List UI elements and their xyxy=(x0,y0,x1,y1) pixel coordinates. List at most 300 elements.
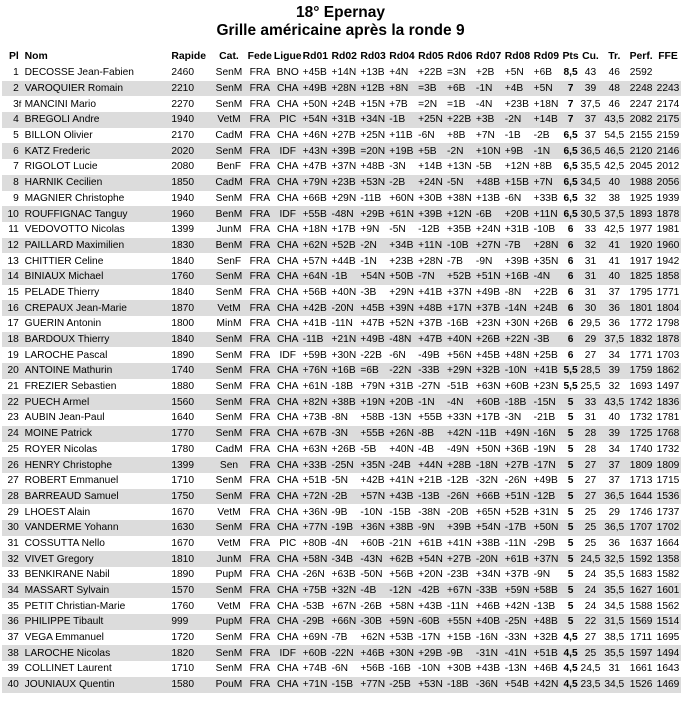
player-name-cell: CHITTIER Celine xyxy=(24,255,104,267)
round-02-cell: +30N xyxy=(331,349,357,361)
rapid-rating-cell: 1840 xyxy=(171,255,194,267)
round-03-cell: +57N xyxy=(360,489,389,505)
table-row xyxy=(2,332,681,348)
table-row xyxy=(2,598,681,614)
performance-cell: 1526 xyxy=(627,677,655,693)
tiebreak-cell: 40 xyxy=(601,269,627,285)
round-02-cell: -15B xyxy=(332,677,361,693)
category-cell: BenM xyxy=(211,206,247,222)
round-06-cell: +30B xyxy=(447,663,472,675)
round-04-cell: -5N xyxy=(389,224,406,236)
tiebreak-cell: 40 xyxy=(608,412,620,424)
tiebreak-cell: 37 xyxy=(608,286,620,298)
ffe-rating-cell: 1715 xyxy=(656,475,680,487)
round-05-cell: -1N xyxy=(418,394,447,410)
ffe-rating-cell xyxy=(655,65,681,81)
round-09-cell: +14B xyxy=(534,112,562,128)
round-02-cell: +31B xyxy=(332,112,361,128)
round-05-cell: +55B xyxy=(418,412,443,424)
category-cell: VetM xyxy=(211,112,247,128)
tournament-title: 18° Epernay xyxy=(296,4,385,21)
round-05-cell: +39B xyxy=(418,206,447,222)
place-cell: 1 xyxy=(13,67,19,79)
round-07-cell: +54N xyxy=(476,520,505,536)
round-02-cell: +17B xyxy=(331,224,356,236)
round-01-cell: +79N xyxy=(303,175,332,191)
table-row xyxy=(2,128,681,144)
round-04-cell: +53B xyxy=(389,632,414,644)
round-01-cell: +67B xyxy=(303,426,332,442)
round-09-cell: +33B xyxy=(533,192,558,204)
cumulative-cell: 33 xyxy=(580,394,602,410)
round-04-cell: -16B xyxy=(389,663,411,675)
place-cell: 16 xyxy=(2,300,19,316)
round-03-cell: +13B xyxy=(360,67,385,79)
league-cell: CHA xyxy=(276,600,299,612)
player-name-cell: KATZ Frederic xyxy=(25,143,172,159)
performance-cell: 1825 xyxy=(627,269,655,285)
round-09-cell: -16N xyxy=(534,426,562,442)
performance-cell: 1597 xyxy=(627,645,655,661)
round-01-cell: +36N xyxy=(302,506,328,518)
federation-cell: FRA xyxy=(247,583,273,599)
league-cell: CHA xyxy=(276,569,299,581)
cumulative-cell: 28 xyxy=(584,443,597,455)
table-row xyxy=(2,504,681,520)
round-01-cell: +45B xyxy=(302,67,327,79)
ffe-rating-cell: 1981 xyxy=(656,224,680,236)
round-06-cell: +22B xyxy=(447,112,476,128)
round-01-cell: +77N xyxy=(303,520,332,536)
round-04-cell: +34B xyxy=(389,238,418,254)
round-08-cell: -14N xyxy=(505,300,534,316)
round-01-cell: -29B xyxy=(303,614,332,630)
round-06-cell: -11N xyxy=(447,600,469,612)
rapid-rating-cell: 1770 xyxy=(171,426,211,442)
points-cell: 6,5 xyxy=(563,130,578,142)
cumulative-cell: 27 xyxy=(580,489,602,505)
table-row xyxy=(2,567,681,583)
round-01-cell: -26N xyxy=(302,569,325,581)
player-name-cell: GUERIN Antonin xyxy=(24,318,102,330)
rapid-rating-cell: 2210 xyxy=(171,81,211,97)
round-01-cell: +57N xyxy=(302,255,328,267)
table-row xyxy=(2,96,681,112)
round-05-cell: +29B xyxy=(418,645,447,661)
place-cell: 5 xyxy=(13,130,19,142)
ffe-rating-cell: 1703 xyxy=(656,349,680,361)
performance-cell: 1707 xyxy=(627,520,655,536)
table-row xyxy=(2,222,681,238)
tiebreak-cell: 41 xyxy=(601,238,627,254)
round-01-cell: +74B xyxy=(302,663,327,675)
round-09-cell: +28N xyxy=(534,238,562,254)
round-03-cell: +62N xyxy=(360,632,386,644)
table-row xyxy=(2,630,681,646)
tiebreak-cell: 37,5 xyxy=(601,332,627,348)
round-09-cell: -19N xyxy=(533,443,556,455)
round-01-cell: +59B xyxy=(302,349,327,361)
league-cell: CHA xyxy=(276,192,299,204)
round-02-cell: -7B xyxy=(331,632,348,644)
tiebreak-cell: 42,5 xyxy=(604,161,625,173)
federation-cell: FRA xyxy=(247,677,273,693)
federation-cell: FRA xyxy=(247,457,273,473)
ffe-rating-cell: 1858 xyxy=(655,269,681,285)
round-06-cell: +8B xyxy=(447,130,466,142)
round-09-cell: +11N xyxy=(534,206,562,222)
header-ligue: Ligue xyxy=(273,51,302,62)
place-cell: 15 xyxy=(7,286,19,298)
round-07-cell: -11B xyxy=(476,426,505,442)
ffe-rating-cell: 1809 xyxy=(655,457,681,473)
category-cell: CadM xyxy=(211,175,247,191)
cumulative-cell: 31 xyxy=(584,255,597,267)
tiebreak-cell: 35,5 xyxy=(601,583,627,599)
federation-cell: FRA xyxy=(247,551,273,567)
round-06-cell: +13N xyxy=(447,161,472,173)
round-09-cell: -12B xyxy=(534,489,562,505)
cumulative-cell: 24 xyxy=(580,583,602,599)
round-09-cell: +6B xyxy=(533,67,553,79)
round-05-cell: +20N xyxy=(418,569,443,581)
round-04-cell: +26N xyxy=(389,426,418,442)
round-07-cell: +60B xyxy=(476,394,505,410)
round-01-cell: +47B xyxy=(302,161,327,173)
round-06-cell: +15B xyxy=(447,632,472,644)
round-09-cell: +46B xyxy=(533,663,558,675)
round-01-cell: +64N xyxy=(303,269,332,285)
points-cell: 4,5 xyxy=(563,663,578,675)
points-cell: 4,5 xyxy=(562,645,580,661)
ffe-rating-cell: 1878 xyxy=(655,332,681,348)
player-name-cell: VANDERME Yohann xyxy=(25,520,172,536)
round-04-cell: -22N xyxy=(389,363,418,379)
round-04-cell: +19B xyxy=(389,143,418,159)
round-02-cell: -6N xyxy=(331,663,348,675)
round-01-cell: +69N xyxy=(302,632,328,644)
round-01-cell: +82N xyxy=(303,394,332,410)
league-cell: IDF xyxy=(279,349,296,361)
federation-cell: FRA xyxy=(247,206,273,222)
round-07-cell: -4N xyxy=(475,98,493,110)
cumulative-cell: 37,5 xyxy=(580,98,601,110)
federation-cell: FRA xyxy=(249,161,270,173)
rapid-rating-cell: 2170 xyxy=(171,130,194,142)
round-08-cell: -7B xyxy=(505,238,534,254)
ffe-rating-cell: 2056 xyxy=(655,175,681,191)
round-07-cell: +50N xyxy=(475,443,501,455)
round-03-cell: +53N xyxy=(360,175,389,191)
ffe-rating-cell: 1497 xyxy=(656,381,680,393)
round-05-cell: +25N xyxy=(418,112,447,128)
rapid-rating-cell: 1960 xyxy=(171,206,211,222)
federation-cell: FRA xyxy=(247,175,273,191)
place-cell: 4 xyxy=(2,112,19,128)
round-08-cell: +16B xyxy=(505,269,534,285)
table-row xyxy=(2,316,681,332)
cumulative-cell: 25,5 xyxy=(580,381,601,393)
round-08-cell: -10N xyxy=(505,363,534,379)
category-cell: SenM xyxy=(211,645,247,661)
league-cell: CHA xyxy=(273,238,303,254)
round-05-cell: +21B xyxy=(418,475,443,487)
performance-cell: 2248 xyxy=(627,81,655,97)
tiebreak-cell: 36,5 xyxy=(601,489,627,505)
rapid-rating-cell: 1710 xyxy=(171,663,194,675)
rapid-rating-cell: 1760 xyxy=(171,269,211,285)
round-08-cell: +49N xyxy=(505,426,534,442)
rapid-rating-cell: 1800 xyxy=(171,318,194,330)
performance-cell: 1801 xyxy=(627,300,655,316)
round-09-cell: -10B xyxy=(533,224,556,236)
place-cell: 20 xyxy=(2,363,19,379)
cumulative-cell: 37 xyxy=(580,112,602,128)
place-cell: 7 xyxy=(13,161,19,173)
round-02-cell: +26B xyxy=(331,443,356,455)
points-cell: 5 xyxy=(562,583,580,599)
player-name-cell: PELADE Thierry xyxy=(24,286,100,298)
round-08-cell: -3N xyxy=(504,412,522,424)
category-cell: SenM xyxy=(211,332,247,348)
league-cell: CHA xyxy=(273,175,303,191)
round-03-cell: +45B xyxy=(360,300,389,316)
tiebreak-cell: 37,5 xyxy=(601,206,627,222)
points-cell: 5 xyxy=(567,506,574,518)
table-row xyxy=(2,457,681,473)
tiebreak-cell: 38 xyxy=(608,192,620,204)
points-cell: 6 xyxy=(562,269,580,285)
round-08-cell: +31B xyxy=(504,224,529,236)
round-04-cell: +38B xyxy=(389,520,418,536)
tiebreak-cell: 41 xyxy=(608,255,620,267)
round-09-cell: +58B xyxy=(534,583,562,599)
round-03-cell: +48B xyxy=(360,161,385,173)
points-cell: 5 xyxy=(562,457,580,473)
player-name-cell: BARREAUD Samuel xyxy=(25,489,172,505)
league-cell: CHA xyxy=(276,632,299,644)
performance-cell: 2045 xyxy=(629,161,653,173)
round-05-cell: -6N xyxy=(418,130,435,142)
federation-cell: FRA xyxy=(247,143,273,159)
tiebreak-cell: 46,5 xyxy=(601,143,627,159)
place-cell: 40 xyxy=(2,677,19,693)
round-06-cell: -20B xyxy=(447,506,469,518)
category-cell: SenM xyxy=(215,381,243,393)
round-08-cell: -17B xyxy=(505,520,534,536)
rapid-rating-cell: 1740 xyxy=(171,363,211,379)
round-01-cell: -11B xyxy=(303,332,332,348)
rapid-rating-cell: 1399 xyxy=(171,457,211,473)
tiebreak-cell: 39 xyxy=(601,426,627,442)
category-cell: PupM xyxy=(215,569,243,581)
round-02-cell: +28N xyxy=(332,81,361,97)
table-row xyxy=(2,81,681,97)
round-03-cell: +79N xyxy=(360,381,386,393)
round-07-cell: +63N xyxy=(475,381,501,393)
tiebreak-cell: 29 xyxy=(608,506,620,518)
league-cell: CHA xyxy=(273,394,303,410)
round-06-cell: -5N xyxy=(447,175,476,191)
round-06-cell: +6B xyxy=(447,81,476,97)
round-06-cell: -51B xyxy=(447,381,469,393)
cumulative-cell: 37 xyxy=(584,130,597,142)
performance-cell: 1725 xyxy=(627,426,655,442)
league-cell: IDF xyxy=(273,206,303,222)
table-row xyxy=(2,300,681,316)
table-row xyxy=(2,442,681,458)
round-09-cell: -4N xyxy=(534,269,562,285)
federation-cell: FRA xyxy=(247,238,273,254)
performance-cell: 1683 xyxy=(629,569,653,581)
points-cell: 7 xyxy=(562,81,580,97)
round-08-cell: +5N xyxy=(504,67,524,79)
rapid-rating-cell: 1760 xyxy=(171,600,194,612)
category-cell: SenM xyxy=(215,286,243,298)
table-row xyxy=(2,159,681,175)
round-08-cell: -11N xyxy=(504,537,527,549)
round-09-cell: -2B xyxy=(533,130,550,142)
round-09-cell: +26B xyxy=(533,318,558,330)
category-cell: SenM xyxy=(215,412,243,424)
league-cell: CHA xyxy=(276,381,299,393)
round-08-cell: -6N xyxy=(504,192,522,204)
round-05-cell: +5B xyxy=(418,143,447,159)
round-04-cell: +7B xyxy=(389,98,408,110)
category-cell: SenM xyxy=(211,489,247,505)
table-row xyxy=(2,347,681,363)
round-01-cell: +63N xyxy=(302,443,328,455)
place-cell: 29 xyxy=(7,506,19,518)
place-cell: 33 xyxy=(7,569,19,581)
flag-cell: f xyxy=(18,98,22,109)
place-cell: 27 xyxy=(7,475,19,487)
round-05-cell: -60B xyxy=(418,614,447,630)
league-cell: CHA xyxy=(273,332,303,348)
round-02-cell: -11N xyxy=(331,318,353,330)
rapid-rating-cell: 2020 xyxy=(171,143,211,159)
round-03-cell: +47B xyxy=(360,318,385,330)
cumulative-cell: 27 xyxy=(584,632,597,644)
cumulative-cell: 25 xyxy=(580,520,602,536)
round-04-cell: +23B xyxy=(389,255,414,267)
place-cell: 22 xyxy=(2,394,19,410)
tiebreak-cell: 34 xyxy=(608,443,620,455)
round-06-cell: +37N xyxy=(447,286,472,298)
round-03-cell: -43N xyxy=(360,551,389,567)
performance-cell: 1988 xyxy=(627,175,655,191)
tiebreak-cell: 35,5 xyxy=(604,569,625,581)
round-07-cell: +23N xyxy=(475,318,501,330)
performance-cell: 2120 xyxy=(627,143,655,159)
round-02-cell: +40N xyxy=(331,286,357,298)
round-04-cell: +11B xyxy=(389,130,413,142)
round-02-cell: +37N xyxy=(331,161,357,173)
header-rd03: Rd03 xyxy=(360,51,386,62)
place-cell: 23 xyxy=(7,412,19,424)
category-cell: BenF xyxy=(216,161,242,173)
round-04-cell: +8N xyxy=(389,81,418,97)
category-cell: CadM xyxy=(215,130,243,142)
federation-cell: FRA xyxy=(249,130,270,142)
grid-subtitle: Grille américaine après la ronde 9 xyxy=(216,22,465,39)
table-row xyxy=(2,489,681,505)
rapid-rating-cell: 2460 xyxy=(171,67,194,79)
player-name-cell: PAILLARD Maximilien xyxy=(25,238,172,254)
league-cell: IDF xyxy=(273,645,303,661)
round-06-cell: +17N xyxy=(447,300,476,316)
round-09-cell: +37N xyxy=(534,551,562,567)
header-pl: Pl xyxy=(8,51,19,62)
round-09-cell: +50N xyxy=(534,520,562,536)
rapid-rating-cell: 1940 xyxy=(171,192,194,204)
tiebreak-cell: 37 xyxy=(601,457,627,473)
performance-cell: 1772 xyxy=(629,318,653,330)
round-04-cell: +61N xyxy=(389,206,418,222)
round-04-cell: +56B xyxy=(389,569,414,581)
category-cell: CadM xyxy=(215,443,243,455)
category-cell: SenM xyxy=(215,475,243,487)
place-cell: 39 xyxy=(7,663,19,675)
header-rd08: Rd08 xyxy=(504,51,531,62)
player-name-cell: BREGOLI Andre xyxy=(25,112,172,128)
league-cell: CHA xyxy=(273,457,303,473)
round-05-cell: +14B xyxy=(418,161,443,173)
round-02-cell: +32N xyxy=(332,583,361,599)
round-04-cell: -13N xyxy=(389,412,412,424)
league-cell: CHA xyxy=(276,224,299,236)
round-01-cell: +61N xyxy=(302,381,328,393)
round-04-cell: +59N xyxy=(389,614,418,630)
round-07-cell: -31N xyxy=(476,645,505,661)
round-08-cell: +54B xyxy=(505,677,534,693)
table-row xyxy=(2,363,681,379)
round-03-cell: -5B xyxy=(360,443,377,455)
ffe-rating-cell: 1514 xyxy=(655,614,681,630)
points-cell: 7 xyxy=(567,98,574,110)
round-04-cell: +39N xyxy=(389,300,418,316)
round-07-cell: -1N xyxy=(476,81,505,97)
round-06-cell: +52B xyxy=(447,269,476,285)
performance-cell: 1732 xyxy=(629,412,653,424)
player-name-cell: BENKIRANE Nabil xyxy=(24,569,110,581)
round-05-cell: +28N xyxy=(418,255,443,267)
performance-cell: 1588 xyxy=(629,600,653,612)
cumulative-cell: 24 xyxy=(584,569,597,581)
round-05-cell: +37B xyxy=(418,318,443,330)
player-name-cell: COLLINET Laurent xyxy=(24,663,112,675)
federation-cell: FRA xyxy=(249,255,270,267)
tiebreak-cell: 36 xyxy=(608,318,620,330)
round-09-cell: -3B xyxy=(534,332,562,348)
round-07-cell: +66B xyxy=(476,489,505,505)
round-03-cell: +35N xyxy=(360,457,389,473)
rapid-rating-cell: 1560 xyxy=(171,394,211,410)
round-05-cell: -27N xyxy=(418,381,441,393)
cumulative-cell: 27 xyxy=(584,475,597,487)
round-01-cell: +56B xyxy=(302,286,327,298)
cumulative-cell: 23,5 xyxy=(580,677,602,693)
standings-table xyxy=(2,48,681,693)
category-cell: JunM xyxy=(216,224,242,236)
round-05-cell: +30B xyxy=(418,192,443,204)
league-cell: CHA xyxy=(273,363,303,379)
points-cell: 8,5 xyxy=(563,67,578,79)
cumulative-cell: 30,5 xyxy=(580,206,602,222)
league-cell: CHA xyxy=(273,551,303,567)
place-cell: 25 xyxy=(7,443,19,455)
round-03-cell: +77N xyxy=(360,677,389,693)
